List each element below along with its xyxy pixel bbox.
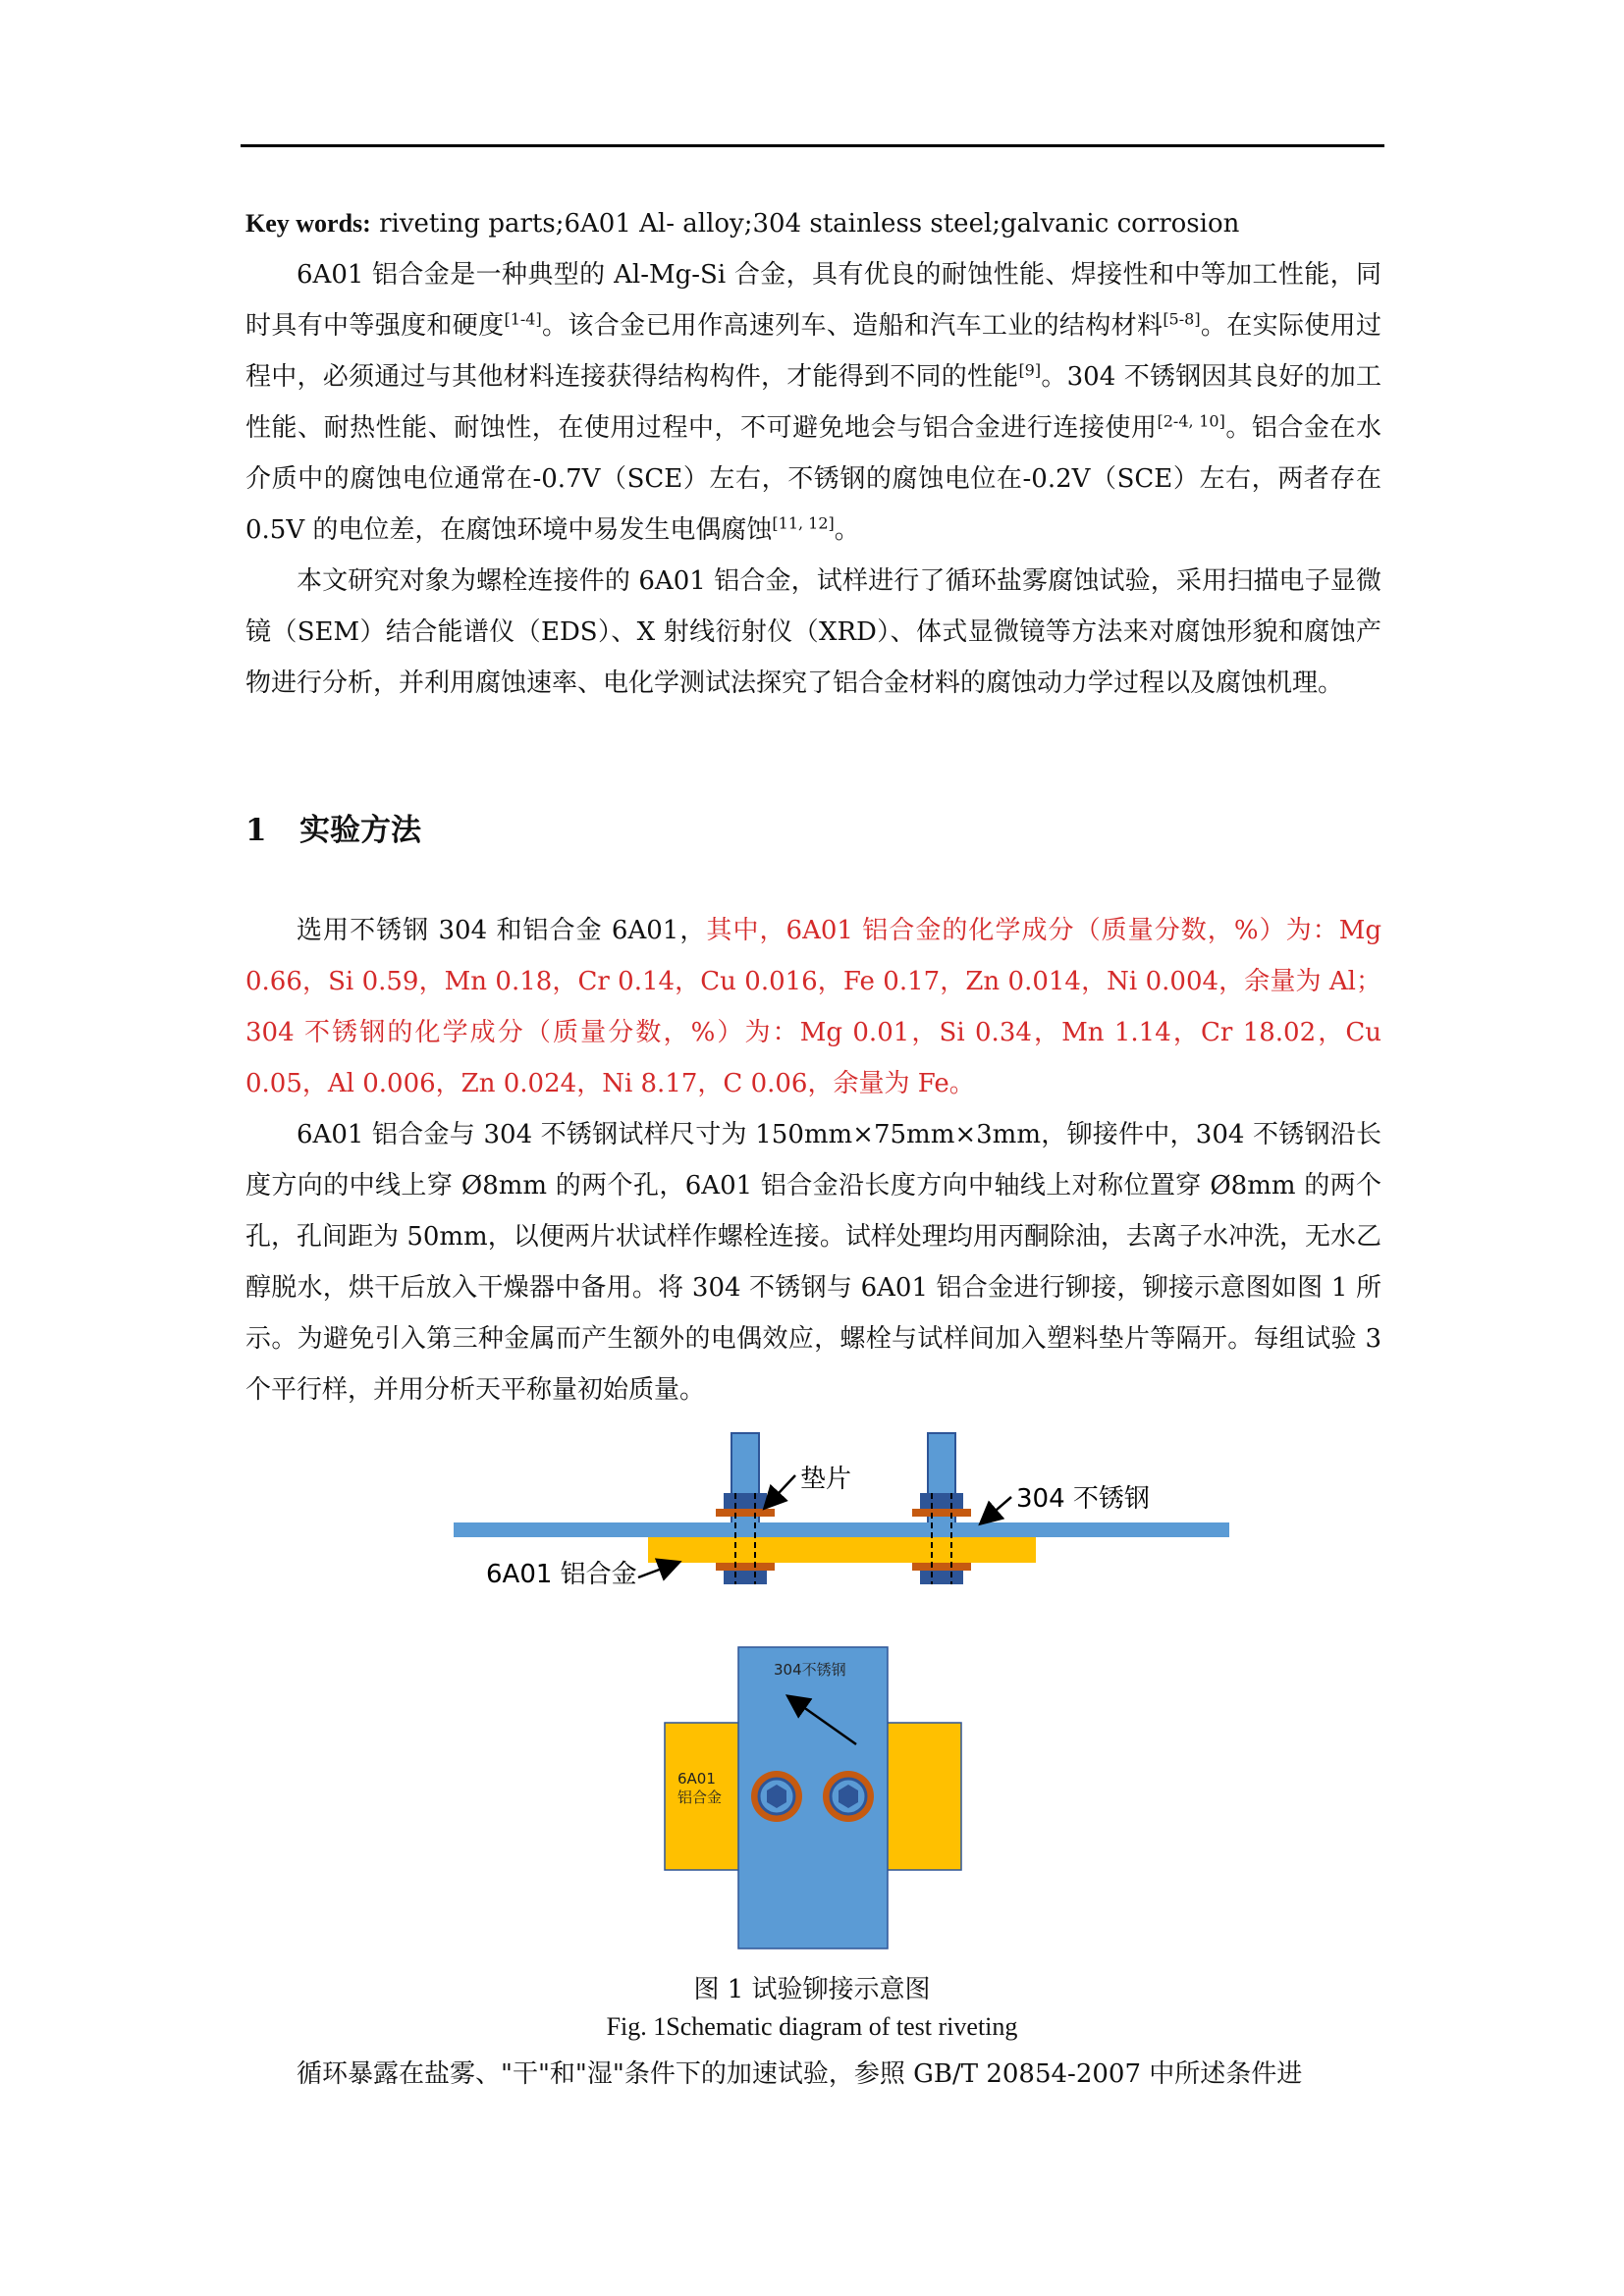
intro-block xyxy=(245,198,1381,709)
gasket-arrow xyxy=(766,1475,795,1507)
gasket-top-left xyxy=(716,1509,775,1517)
header-rule xyxy=(241,144,1384,147)
figure1-side-view xyxy=(0,1428,1624,1605)
nut-left xyxy=(724,1571,767,1584)
label-gasket: 垫片 xyxy=(800,1465,852,1494)
figure-caption-cn: 图 1 试验铆接示意图 xyxy=(693,1975,931,2004)
figure-caption-en: Fig. 1Schematic diagram of test riveting xyxy=(606,2012,1018,2041)
materials-paragraph xyxy=(245,905,1381,1109)
bolt-top-right xyxy=(823,1771,874,1822)
label-alloy-top-1: 6A01 xyxy=(677,1770,716,1788)
label-alloy: 6A01 铝合金 xyxy=(486,1560,637,1589)
alloy-plate xyxy=(648,1537,1036,1563)
figure1-top-view xyxy=(0,1644,1624,1958)
label-steel-top: 304不锈钢 xyxy=(774,1661,846,1679)
bolt-head-left xyxy=(724,1493,767,1509)
materials-intro: 选用不锈钢 304 和铝合金 6A01， xyxy=(297,916,707,945)
section-title: 实验方法 xyxy=(299,813,421,848)
bolt-head-right xyxy=(920,1493,963,1509)
citation: [5-8] xyxy=(1163,309,1201,329)
section1-body xyxy=(245,905,1381,1415)
citation: [1-4] xyxy=(504,309,542,329)
composition-text: 其中，6A01 铝合金的化学成分（质量分数，%）为：Mg 0.66，Si 0.59，Mn 0.18，Cr 0.14，Cu 0.016，Fe 0.17，Zn 0.014，Ni 0.004，余量为 Al；304 不锈钢的化学成分（质量分数，%）为：Mg 0.01，Si 0.34，Mn 1.14，Cr 18.02，Cu 0.05，Al 0.006，Zn 0.024，Ni 8.17，C 0.06，余量为 Fe。 xyxy=(245,916,1381,1098)
keywords-line xyxy=(245,198,1381,249)
specimen-paragraph: 6A01 铝合金与 304 不锈钢试样尺寸为 150mm×75mm×3mm，铆接件中，304 不锈钢沿长度方向的中线上穿 Ø8mm 的两个孔，6A01 铝合金沿长度方向中轴线上对称位置穿 Ø8mm 的两个孔，孔间距为 50mm，以便两片状试样作螺栓连接。试样处理均用丙酮除油，去离子水冲洗，无水乙醇脱水，烘干后放入干燥器中备用。将 304 不锈钢与 6A01 铝合金进行铆接，铆接示意图如图 1 所示。为避免引入第三种金属而产生额外的电偶效应，螺栓与试样间加入塑料垫片等隔开。每组试验 3 个平行样，并用分析天平称量初始质量。 xyxy=(245,1120,1381,1405)
steel-arrow xyxy=(982,1497,1011,1522)
gasket-bottom-left xyxy=(716,1563,775,1571)
bolt-top-left xyxy=(751,1771,802,1822)
citation: [11, 12] xyxy=(772,513,835,533)
intro-paragraph-2: 本文研究对象为螺栓连接件的 6A01 铝合金，试样进行了循环盐雾腐蚀试验，采用扫描电子显微镜（SEM）结合能谱仪（EDS）、X 射线衍射仪（XRD）、体式显微镜等方法来对腐蚀形貌和腐蚀产物进行分析，并利用腐蚀速率、电化学测试法探究了铝合金材料的腐蚀动力学过程以及腐蚀机理。 xyxy=(245,566,1381,698)
nut-right xyxy=(920,1571,963,1584)
alloy-arrow xyxy=(638,1563,677,1577)
section-heading xyxy=(245,805,421,849)
citation: [9] xyxy=(1018,360,1042,380)
continuation-line: 循环暴露在盐雾、"干"和"湿"条件下的加速试验，参照 GB/T 20854-2007 中所述条件进 xyxy=(297,2059,1303,2089)
section-number: 1 xyxy=(245,813,267,848)
keywords-text: riveting parts;6A01 Al- alloy;304 stainless steel;galvanic corrosion xyxy=(370,209,1240,239)
label-alloy-top-2: 铝合金 xyxy=(677,1789,723,1806)
label-steel: 304 不锈钢 xyxy=(1016,1484,1150,1514)
keywords-label: Key words: xyxy=(245,209,371,238)
gasket-top-right xyxy=(912,1509,971,1517)
steel-plate xyxy=(454,1522,1229,1537)
citation: [2-4, 10] xyxy=(1157,411,1225,431)
gasket-bottom-right xyxy=(912,1563,971,1571)
intro-paragraph-1: 6A01 铝合金是一种典型的 Al-Mg-Si 合金，具有优良的耐蚀性能、焊接性和中等加工性能，同时具有中等强度和硬度[1-4]。该合金已用作高速列车、造船和汽车工业的结构材料[5-8]。在实际使用过程中，必须通过与其他材料连接获得结构构件，才能得到不同的性能[9]。304 不锈钢因其良好的加工性能、耐热性能、耐蚀性，在使用过程中，不可避免地会与铝合金进行连接使用[2-4, 10]。铝合金在水介质中的腐蚀电位通常在-0.7V（SCE）左右，不锈钢的腐蚀电位在-0.2V（SCE）左右，两者存在 0.5V 的电位差，在腐蚀环境中易发生电偶腐蚀[11, 12]。 xyxy=(245,260,1381,545)
